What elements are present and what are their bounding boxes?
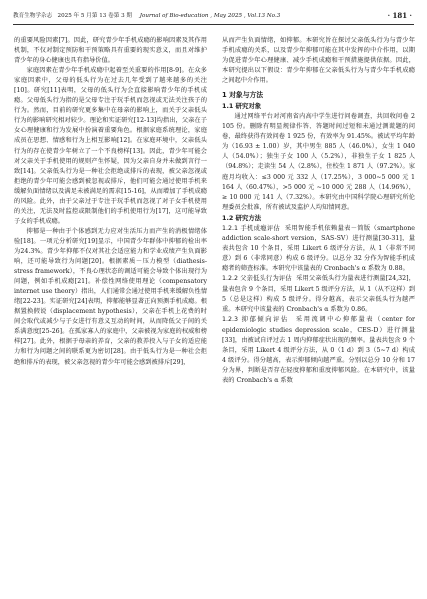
left-column [14,36,207,368]
tool-paragraph [222,274,415,315]
body-paragraph: 抑郁是一种由于个体感到无力应对生活压力而产生的消极情绪体验[18]。一项元分析研究[19]显示，中国青少年群体中抑郁的检出率为24.3%。青少年抑郁不仅对其社会适应能力和学业成绩产生负面影响，还可能导致行为问题[20]。根据素质－压力模型（diathesis-stress framework），不良心理状态的调适可能会导致个体出现行为问题，例如手机成瘾[21]。补偿性网络使用理论（compensatory internet use theory）指出，人们通常会通过使用手机来缓解负性情绪[22-23]。实证研究[24]表明，抑郁能够显著正向预测手机成瘾。根据置换假说（displacement hypothesis），父亲在手机上花费的时间会取代或减少与子女进行有意义互动的时间，从而降低父子间的关系满意度[25-26]。在孤家寡人的家庭中，父亲被视为家庭的权威和榜样[27]。此外，根据于母亲的养育，父亲的教养投入与子女的适应能力和行为问题之间的联系更为密切[28]。由于低头行为是一种社会拒绝和排斥的表现，被父亲忽视的青少年可能会感到被排斥[29]， [14,227,207,366]
header-journal-info [13,9,280,23]
tool-text: 采用流调中心抑郁量表（center for epidemiologic studies depression scale，CES-D）进行测量[33]，由被试自评过去 1 周内抑郁症状出现的频率。量表共包含 9 个条目，采用 Likert 4 级评分方法，从 0（1 d）到 3（5~7 d）构成 4 级评分。得分越高，表示抑郁倾向越严重。分别以总分 10 分和 17 分为界，判断是否存在轻度抑郁和重度抑郁风险。在本研究中，该量表的 Cronbach's α 系数 [222,316,415,384]
section-heading: 1 对象与方法 [222,91,264,100]
intro-paragraph: 从而产生负面情绪，如抑郁。本研究旨在探讨父亲低头行为与青少年手机成瘾的关系，以及青少年抑郁可能在其中发挥的中介作用，以期为促进青少年心理健康、减少手机成瘾和干预措施提供依据。因此，本研究提出以下假设：青少年抑郁在父亲低头行为与青少年手机成瘾之间起中介作用。 [222,37,415,85]
subsection-heading: 1.2 研究方法 [222,213,262,222]
participants-paragraph: 通过网络平台对河南省内高中学生进行问卷调查，共回收问卷 2 105 份。删除有明显规律作答、答题时间过短和未通过测谎题的问卷，最终获得有效问卷 1 925 份，有效率为 91.45%。被试平均年龄为（16.93 ± 1.00）岁，其中男生 885 人（46.0%），女生 1 040 人（54.0%）；独生子女 100 人（5.2%），非独生子女 1 825 人（94.8%）；走读生 54 人（2.8%），住校生 1 871 人（97.2%）。家庭月均收入：≤3 000 元 332 人（17.25%），3 000~5 000 元 1 164 人（60.47%），>5 000 元 ~10 000 元 288 人（14.96%），≥ 10 000 元 141 人（7.32%）。本研究由中国科学院心理研究所伦理委员会批准，所有被试及监护人均知情同意。 [222,113,415,211]
tool-paragraph [222,315,415,386]
journal-name-cn: 教育生物学杂志 [13,13,53,19]
tool-heading: 1.2.1 手机成瘾评估 [222,224,281,232]
body-paragraph: 的重要风险因素[7]。因此，研究青少年手机成瘾的影响因素及其作用机制，不仅对制定预防和干预策略具有重要的现实意义，而且对维护青少年的身心健康也具有指导价值。 [14,37,207,65]
tool-heading: 1.2.3 抑郁倾向评估 [222,316,289,324]
page-number: · 181 · [387,11,412,20]
tool-text: 采用智能手机依赖量表－简版（smartphone addiction scale-short version，SAS-SV）进行测量[30-31]，量表共包含 10 个条目，采用 Likert 6 级评分方法，从 1（非常不同意）到 6（非常同意）构成 6 级评分。以总分 32 分作为智能手机成瘾者的筛查标准。本研究中该量表的 Cronbach's α 系数为 0.88。 [222,224,415,273]
tool-heading: 1.2.2 父亲低头行为评估 [222,275,292,283]
journal-date-issue: 2025 年 5 月第 13 卷第 3 期 [57,13,132,19]
journal-name-en: Journal of Bio-education , May 2025 , Vol.13 No.3 [139,13,281,19]
running-header [13,9,414,25]
subsection-heading: 1.1 研究对象 [222,102,262,111]
tool-text: 采用父亲低头行为量表进行测量[24,32]，量表包含 9 个条目，采用 Likert 5 级评分方法，从 1（从不这样）到 5（总是这样）构成 5 级评分。得分越高，表示父亲低头行为越严重。本研究中该量表的 Cronbach's α 系数为 0.86。 [222,275,415,313]
tool-paragraph [222,224,415,275]
right-column [222,36,415,386]
body-paragraph: 家庭因素在青少年手机成瘾中起着至关重要的作用[8-9]。在众多家庭因素中，父母的低头行为在过去几年受到了越来越多的关注[10]。研究[11]表明，父母的低头行为会直接影响青少年的手机成瘾。父母低头行为指的是父母专注于玩手机而忽视或无法关注孩子的行为。然而，目前的研究更多集中在母亲的影响上，而关于父亲低头行为的影响研究相对较少。理论和实证研究[12-13]均指出，父亲在子女心理健康和行为发展中扮演着重要角色。根据家庭系统理论，家庭成员在思想、情感和行为上相互影响[12]。在家庭环境中，父亲低头行为的存在使青少年树立了一个不良榜样[13]。因此，青少年可能会对父亲关于手机使用的规则产生怀疑，因为父亲自身并未做到言行一致[14]。父亲低头行为是一种社会拒绝或排斥的表现，被父亲忽视或拒绝的青少年可能会感到被忽视或排斥，他们可能会通过使用手机来缓解负面情绪以及满足未被满足的需求[15-16]，从而增加了手机成瘾的风险。此外，由于父亲过于专注于玩手机而忽视了对子女手机使用的关注，无法及时监控或限制他们的手机使用行为[17]，这可能导致子女的手机成瘾。 [14,67,207,225]
